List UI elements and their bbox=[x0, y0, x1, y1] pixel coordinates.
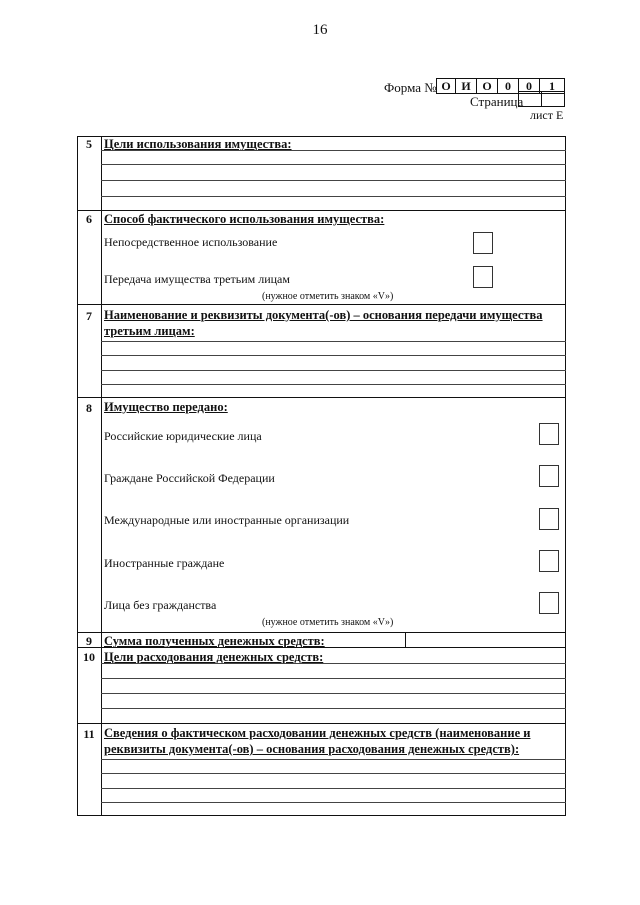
section-divider bbox=[77, 304, 566, 305]
section-number: 5 bbox=[86, 137, 92, 151]
answer-line[interactable] bbox=[101, 788, 566, 789]
page-number: 16 bbox=[312, 22, 328, 38]
answer-line[interactable] bbox=[101, 708, 566, 709]
section-title: Сумма полученных денежных средств: bbox=[104, 634, 325, 648]
option-label: Граждане Российской Федерации bbox=[104, 471, 275, 485]
checkbox[interactable] bbox=[473, 266, 493, 288]
section-title: Цели использования имущества: bbox=[104, 137, 292, 151]
checkbox[interactable] bbox=[539, 423, 559, 445]
answer-line[interactable] bbox=[101, 384, 566, 385]
checkbox[interactable] bbox=[539, 550, 559, 572]
option-label: Иностранные граждане bbox=[104, 556, 225, 570]
sheet-label: лист Е bbox=[530, 108, 564, 122]
section-divider bbox=[77, 647, 566, 648]
form-code-cell: 0 bbox=[518, 78, 540, 94]
section-title: Способ фактического использования имущества: bbox=[104, 212, 385, 226]
answer-line[interactable] bbox=[101, 370, 566, 371]
option-label: Непосредственное использование bbox=[104, 235, 278, 249]
answer-line[interactable] bbox=[101, 759, 566, 760]
page-field[interactable] bbox=[541, 91, 565, 107]
section-divider bbox=[77, 723, 566, 724]
answer-line[interactable] bbox=[101, 663, 566, 664]
form-code-cell: 1 bbox=[539, 78, 565, 94]
section-title: Наименование и реквизиты документа(-ов) – основания передачи имущества bbox=[104, 308, 543, 322]
checkbox[interactable] bbox=[539, 508, 559, 530]
number-column-divider bbox=[101, 136, 102, 816]
form-code-cell: О bbox=[436, 78, 456, 94]
section-title: реквизиты документа(-ов) – основания расходования денежных средств): bbox=[104, 742, 520, 756]
answer-line[interactable] bbox=[101, 180, 566, 181]
option-label: Лица без гражданства bbox=[104, 598, 217, 612]
section-title: Имущество передано: bbox=[104, 400, 228, 414]
page-field[interactable] bbox=[518, 91, 542, 107]
checkbox[interactable] bbox=[539, 465, 559, 487]
option-label: Российские юридические лица bbox=[104, 429, 262, 443]
option-label: Передача имущества третьим лицам bbox=[104, 272, 290, 286]
answer-line[interactable] bbox=[101, 341, 566, 342]
instruction-note: (нужное отметить знаком «V») bbox=[262, 617, 394, 628]
answer-line[interactable] bbox=[101, 355, 566, 356]
form-code-cell: 0 bbox=[497, 78, 519, 94]
section-title: Сведения о фактическом расходовании денежных средств (наименование и bbox=[104, 726, 531, 740]
section-number: 8 bbox=[86, 401, 92, 415]
section-divider bbox=[77, 397, 566, 398]
answer-line[interactable] bbox=[101, 773, 566, 774]
answer-line[interactable] bbox=[101, 150, 566, 151]
answer-line[interactable] bbox=[101, 802, 566, 803]
option-label: Международные или иностранные организации bbox=[104, 513, 350, 527]
checkbox[interactable] bbox=[473, 232, 493, 254]
answer-line[interactable] bbox=[101, 678, 566, 679]
section-number: 7 bbox=[86, 309, 92, 323]
page-label: Страница bbox=[470, 94, 524, 109]
section-title: Цели расходования денежных средств: bbox=[104, 650, 324, 664]
section-number: 6 bbox=[86, 212, 92, 226]
form-code-cell: О bbox=[476, 78, 498, 94]
instruction-note: (нужное отметить знаком «V») bbox=[262, 291, 394, 302]
section-title: третьим лицам: bbox=[104, 324, 195, 338]
section-number: 11 bbox=[83, 727, 95, 741]
section-number: 10 bbox=[83, 650, 95, 664]
form-code-cell: И bbox=[455, 78, 477, 94]
answer-line[interactable] bbox=[101, 164, 566, 165]
answer-line[interactable] bbox=[101, 693, 566, 694]
form-number-label: Форма № bbox=[384, 80, 437, 95]
checkbox[interactable] bbox=[539, 592, 559, 614]
answer-line[interactable] bbox=[101, 196, 566, 197]
section-number: 9 bbox=[86, 634, 92, 648]
amount-field[interactable] bbox=[406, 633, 565, 647]
